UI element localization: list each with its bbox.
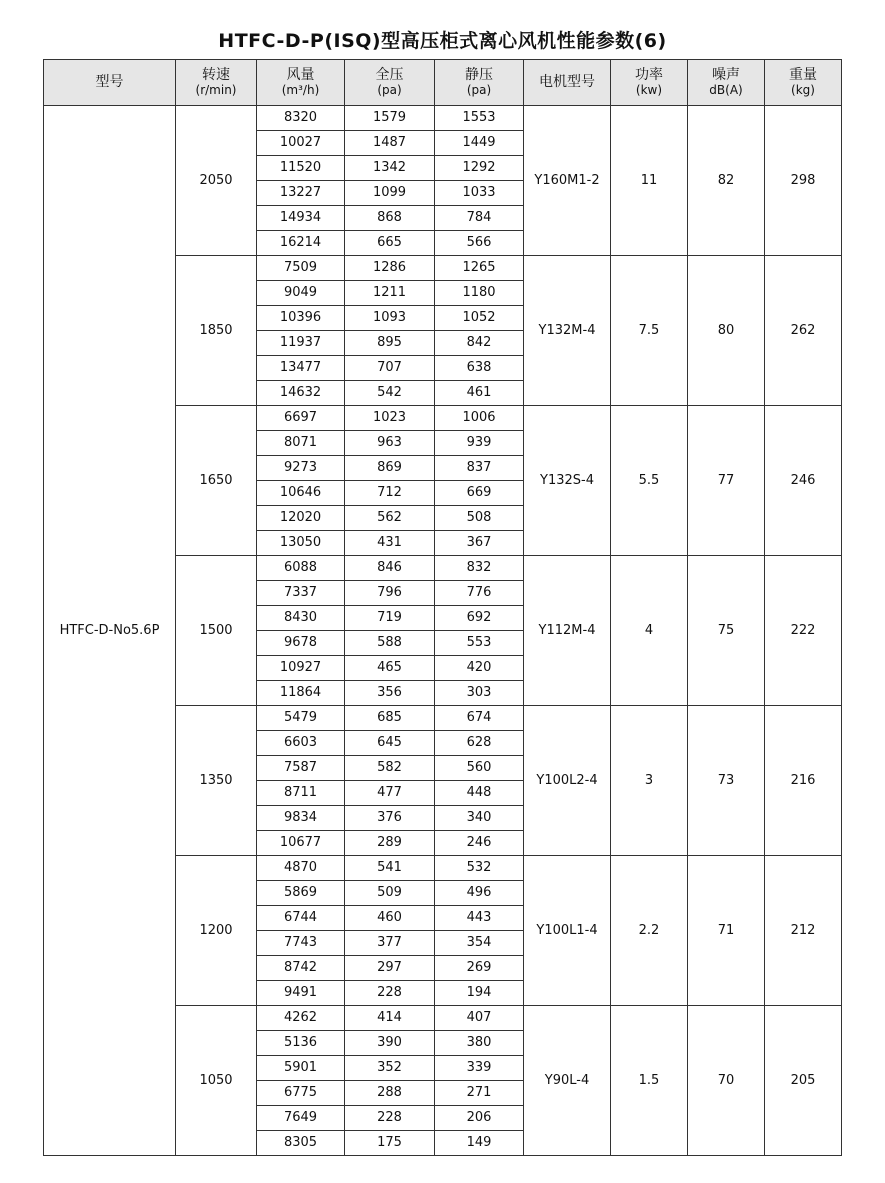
speed-cell: 1050 bbox=[176, 1006, 257, 1156]
static-pressure-cell: 1006 bbox=[435, 406, 524, 431]
weight-cell: 216 bbox=[765, 706, 842, 856]
noise-cell: 82 bbox=[688, 106, 765, 256]
weight-cell: 298 bbox=[765, 106, 842, 256]
flow-cell: 6775 bbox=[257, 1081, 345, 1106]
flow-cell: 5479 bbox=[257, 706, 345, 731]
flow-cell: 12020 bbox=[257, 506, 345, 531]
flow-cell: 8742 bbox=[257, 956, 345, 981]
flow-cell: 7743 bbox=[257, 931, 345, 956]
total-pressure-cell: 356 bbox=[345, 681, 435, 706]
flow-cell: 9491 bbox=[257, 981, 345, 1006]
static-pressure-cell: 553 bbox=[435, 631, 524, 656]
total-pressure-cell: 719 bbox=[345, 606, 435, 631]
static-pressure-cell: 842 bbox=[435, 331, 524, 356]
flow-cell: 8320 bbox=[257, 106, 345, 131]
total-pressure-cell: 685 bbox=[345, 706, 435, 731]
total-pressure-cell: 1211 bbox=[345, 281, 435, 306]
motor-cell: Y100L2-4 bbox=[524, 706, 611, 856]
noise-cell: 71 bbox=[688, 856, 765, 1006]
static-pressure-cell: 340 bbox=[435, 806, 524, 831]
speed-cell: 1850 bbox=[176, 256, 257, 406]
total-pressure-cell: 228 bbox=[345, 1106, 435, 1131]
static-pressure-cell: 206 bbox=[435, 1106, 524, 1131]
power-cell: 7.5 bbox=[611, 256, 688, 406]
flow-cell: 5136 bbox=[257, 1031, 345, 1056]
speed-cell: 2050 bbox=[176, 106, 257, 256]
flow-cell: 5869 bbox=[257, 881, 345, 906]
power-cell: 11 bbox=[611, 106, 688, 256]
total-pressure-cell: 1093 bbox=[345, 306, 435, 331]
flow-cell: 9834 bbox=[257, 806, 345, 831]
static-pressure-cell: 566 bbox=[435, 231, 524, 256]
static-pressure-cell: 674 bbox=[435, 706, 524, 731]
static-pressure-cell: 271 bbox=[435, 1081, 524, 1106]
static-pressure-cell: 354 bbox=[435, 931, 524, 956]
static-pressure-cell: 532 bbox=[435, 856, 524, 881]
total-pressure-cell: 1023 bbox=[345, 406, 435, 431]
noise-cell: 80 bbox=[688, 256, 765, 406]
static-pressure-cell: 339 bbox=[435, 1056, 524, 1081]
static-pressure-cell: 448 bbox=[435, 781, 524, 806]
static-pressure-cell: 149 bbox=[435, 1131, 524, 1156]
header-speed: 转速 (r/min) bbox=[176, 60, 257, 106]
flow-cell: 10927 bbox=[257, 656, 345, 681]
table-body bbox=[44, 106, 842, 1156]
total-pressure-cell: 431 bbox=[345, 531, 435, 556]
flow-cell: 8071 bbox=[257, 431, 345, 456]
total-pressure-cell: 228 bbox=[345, 981, 435, 1006]
header-model: 型号 bbox=[44, 60, 176, 106]
static-pressure-cell: 784 bbox=[435, 206, 524, 231]
flow-cell: 9273 bbox=[257, 456, 345, 481]
noise-cell: 75 bbox=[688, 556, 765, 706]
static-pressure-cell: 669 bbox=[435, 481, 524, 506]
static-pressure-cell: 420 bbox=[435, 656, 524, 681]
total-pressure-cell: 1487 bbox=[345, 131, 435, 156]
static-pressure-cell: 692 bbox=[435, 606, 524, 631]
total-pressure-cell: 288 bbox=[345, 1081, 435, 1106]
static-pressure-cell: 1265 bbox=[435, 256, 524, 281]
flow-cell: 13050 bbox=[257, 531, 345, 556]
static-pressure-cell: 832 bbox=[435, 556, 524, 581]
flow-cell: 9678 bbox=[257, 631, 345, 656]
flow-cell: 6744 bbox=[257, 906, 345, 931]
flow-cell: 11937 bbox=[257, 331, 345, 356]
motor-cell: Y132S-4 bbox=[524, 406, 611, 556]
static-pressure-cell: 269 bbox=[435, 956, 524, 981]
static-pressure-cell: 508 bbox=[435, 506, 524, 531]
page-title: HTFC-D-P(ISQ)型高压柜式离心风机性能参数(6) bbox=[218, 30, 667, 52]
total-pressure-cell: 1286 bbox=[345, 256, 435, 281]
model-cell: HTFC-D-No5.6P bbox=[44, 106, 176, 1156]
total-pressure-cell: 588 bbox=[345, 631, 435, 656]
total-pressure-cell: 796 bbox=[345, 581, 435, 606]
flow-cell: 10396 bbox=[257, 306, 345, 331]
speed-cell: 1200 bbox=[176, 856, 257, 1006]
total-pressure-cell: 175 bbox=[345, 1131, 435, 1156]
total-pressure-cell: 846 bbox=[345, 556, 435, 581]
flow-cell: 8430 bbox=[257, 606, 345, 631]
noise-cell: 77 bbox=[688, 406, 765, 556]
total-pressure-cell: 1342 bbox=[345, 156, 435, 181]
header-flow: 风量 (m³/h) bbox=[257, 60, 345, 106]
flow-cell: 6603 bbox=[257, 731, 345, 756]
speed-cell: 1500 bbox=[176, 556, 257, 706]
total-pressure-cell: 542 bbox=[345, 381, 435, 406]
static-pressure-cell: 1180 bbox=[435, 281, 524, 306]
power-cell: 2.2 bbox=[611, 856, 688, 1006]
flow-cell: 7509 bbox=[257, 256, 345, 281]
flow-cell: 7649 bbox=[257, 1106, 345, 1131]
flow-cell: 10646 bbox=[257, 481, 345, 506]
total-pressure-cell: 1099 bbox=[345, 181, 435, 206]
total-pressure-cell: 477 bbox=[345, 781, 435, 806]
flow-cell: 11520 bbox=[257, 156, 345, 181]
motor-cell: Y160M1-2 bbox=[524, 106, 611, 256]
power-cell: 4 bbox=[611, 556, 688, 706]
flow-cell: 4262 bbox=[257, 1006, 345, 1031]
static-pressure-cell: 1292 bbox=[435, 156, 524, 181]
total-pressure-cell: 707 bbox=[345, 356, 435, 381]
flow-cell: 7587 bbox=[257, 756, 345, 781]
total-pressure-cell: 712 bbox=[345, 481, 435, 506]
header-power: 功率 (kw) bbox=[611, 60, 688, 106]
total-pressure-cell: 645 bbox=[345, 731, 435, 756]
static-pressure-cell: 939 bbox=[435, 431, 524, 456]
motor-cell: Y90L-4 bbox=[524, 1006, 611, 1156]
flow-cell: 16214 bbox=[257, 231, 345, 256]
static-pressure-cell: 638 bbox=[435, 356, 524, 381]
flow-cell: 10677 bbox=[257, 831, 345, 856]
total-pressure-cell: 465 bbox=[345, 656, 435, 681]
total-pressure-cell: 509 bbox=[345, 881, 435, 906]
static-pressure-cell: 443 bbox=[435, 906, 524, 931]
power-cell: 1.5 bbox=[611, 1006, 688, 1156]
static-pressure-cell: 496 bbox=[435, 881, 524, 906]
static-pressure-cell: 303 bbox=[435, 681, 524, 706]
flow-cell: 8305 bbox=[257, 1131, 345, 1156]
total-pressure-cell: 665 bbox=[345, 231, 435, 256]
flow-cell: 5901 bbox=[257, 1056, 345, 1081]
static-pressure-cell: 560 bbox=[435, 756, 524, 781]
total-pressure-cell: 868 bbox=[345, 206, 435, 231]
noise-cell: 70 bbox=[688, 1006, 765, 1156]
total-pressure-cell: 869 bbox=[345, 456, 435, 481]
speed-cell: 1650 bbox=[176, 406, 257, 556]
total-pressure-cell: 541 bbox=[345, 856, 435, 881]
weight-cell: 205 bbox=[765, 1006, 842, 1156]
weight-cell: 222 bbox=[765, 556, 842, 706]
weight-cell: 262 bbox=[765, 256, 842, 406]
flow-cell: 6697 bbox=[257, 406, 345, 431]
flow-cell: 6088 bbox=[257, 556, 345, 581]
flow-cell: 14934 bbox=[257, 206, 345, 231]
flow-cell: 11864 bbox=[257, 681, 345, 706]
speed-cell: 1350 bbox=[176, 706, 257, 856]
static-pressure-cell: 628 bbox=[435, 731, 524, 756]
static-pressure-cell: 1449 bbox=[435, 131, 524, 156]
motor-cell: Y132M-4 bbox=[524, 256, 611, 406]
static-pressure-cell: 367 bbox=[435, 531, 524, 556]
total-pressure-cell: 582 bbox=[345, 756, 435, 781]
total-pressure-cell: 377 bbox=[345, 931, 435, 956]
total-pressure-cell: 289 bbox=[345, 831, 435, 856]
total-pressure-cell: 297 bbox=[345, 956, 435, 981]
static-pressure-cell: 380 bbox=[435, 1031, 524, 1056]
total-pressure-cell: 414 bbox=[345, 1006, 435, 1031]
header-row bbox=[44, 60, 842, 106]
flow-cell: 10027 bbox=[257, 131, 345, 156]
table-row bbox=[44, 106, 842, 131]
header-motor: 电机型号 bbox=[524, 60, 611, 106]
header-total-pressure: 全压 (pa) bbox=[345, 60, 435, 106]
static-pressure-cell: 1052 bbox=[435, 306, 524, 331]
weight-cell: 246 bbox=[765, 406, 842, 556]
flow-cell: 7337 bbox=[257, 581, 345, 606]
power-cell: 3 bbox=[611, 706, 688, 856]
flow-cell: 13227 bbox=[257, 181, 345, 206]
total-pressure-cell: 390 bbox=[345, 1031, 435, 1056]
flow-cell: 8711 bbox=[257, 781, 345, 806]
total-pressure-cell: 895 bbox=[345, 331, 435, 356]
power-cell: 5.5 bbox=[611, 406, 688, 556]
header-static-pressure: 静压 (pa) bbox=[435, 60, 524, 106]
total-pressure-cell: 352 bbox=[345, 1056, 435, 1081]
static-pressure-cell: 837 bbox=[435, 456, 524, 481]
static-pressure-cell: 194 bbox=[435, 981, 524, 1006]
static-pressure-cell: 776 bbox=[435, 581, 524, 606]
flow-cell: 13477 bbox=[257, 356, 345, 381]
static-pressure-cell: 1553 bbox=[435, 106, 524, 131]
flow-cell: 14632 bbox=[257, 381, 345, 406]
motor-cell: Y100L1-4 bbox=[524, 856, 611, 1006]
motor-cell: Y112M-4 bbox=[524, 556, 611, 706]
total-pressure-cell: 460 bbox=[345, 906, 435, 931]
flow-cell: 9049 bbox=[257, 281, 345, 306]
flow-cell: 4870 bbox=[257, 856, 345, 881]
static-pressure-cell: 1033 bbox=[435, 181, 524, 206]
total-pressure-cell: 963 bbox=[345, 431, 435, 456]
static-pressure-cell: 246 bbox=[435, 831, 524, 856]
header-noise: 噪声 dB(A) bbox=[688, 60, 765, 106]
total-pressure-cell: 562 bbox=[345, 506, 435, 531]
static-pressure-cell: 407 bbox=[435, 1006, 524, 1031]
total-pressure-cell: 376 bbox=[345, 806, 435, 831]
static-pressure-cell: 461 bbox=[435, 381, 524, 406]
fan-performance-table bbox=[43, 59, 842, 1156]
header-weight: 重量 (kg) bbox=[765, 60, 842, 106]
total-pressure-cell: 1579 bbox=[345, 106, 435, 131]
weight-cell: 212 bbox=[765, 856, 842, 1006]
noise-cell: 73 bbox=[688, 706, 765, 856]
